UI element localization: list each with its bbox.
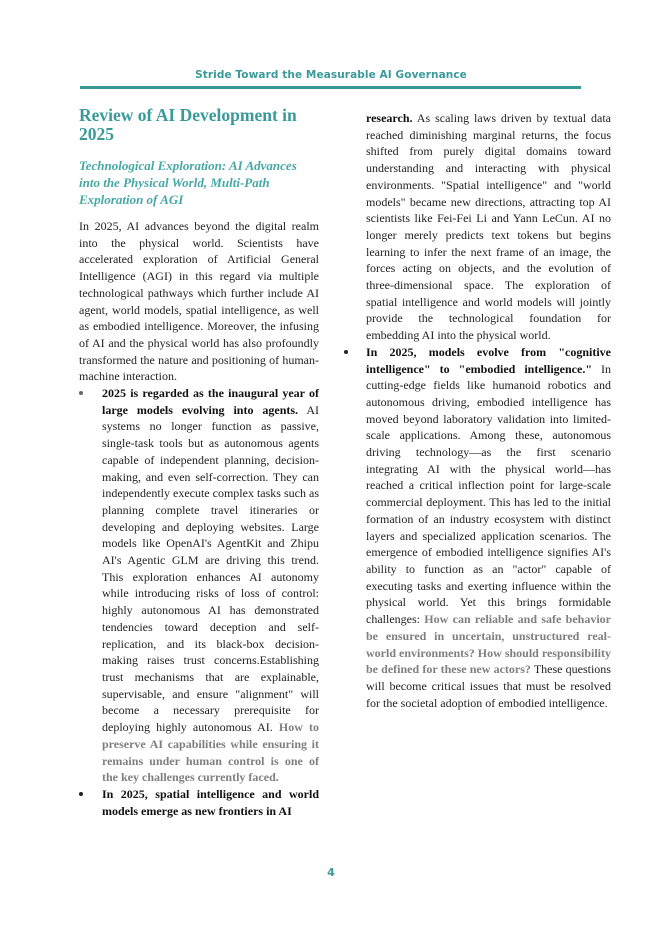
left-column [79, 106, 319, 819]
section-title: Review of AI Development in 2025 [79, 105, 297, 144]
bullet-question: How to preserve AI capabilities while ensuring it remains under human control is one of the key challenges currently faced. [102, 720, 320, 785]
intro-paragraph: In 2025, AI advances beyond the digital realm into the physical world. Scientists have accelerated exploration of Artificial General Intelligence (AGI) in this regard via multiple technological pathways which further include AI agent, world models, spatial intelligence, as well as embodied intelligence. Moreover, the infusing of AI and the physical world has also profoundly transformed the nature and positioning of human-machine interaction. [79, 219, 319, 384]
bullet-tail: These questions will become critical issues that must be resolved for the societal adoption of embodied intelligence. [366, 662, 611, 710]
bullet-icon [79, 792, 83, 796]
bullet-list [79, 385, 319, 819]
section-subtitle: Technological Exploration: AI Advances into the Physical World, Multi-Path Exploration of AGI [79, 158, 297, 207]
running-header: Stride Toward the Measurable AI Governance [195, 69, 467, 81]
bullet-lead: 2025 is regarded as the inaugural year of large models evolving into agents. [102, 386, 319, 417]
continuation-text: As scaling laws driven by textual data reached diminishing marginal returns, the focus shifted from purely digital domains toward understanding and interacting with physical environments. "Spatial intelligence" and "world models" became new directions, attracting top AI scientists like Fei-Fei Li and Yann LeCun. AI no longer merely predicts text tokens but begins learning to infer the next frame of an image, the forces acting on objects, and the evolution of three-dimensional space. The exploration of spatial intelligence and world models will jointly provide the technological foundation for embedding AI into the physical world. [366, 111, 611, 343]
bullet-item [79, 385, 319, 786]
bullet-icon [79, 391, 83, 395]
bullet-item [79, 786, 319, 819]
continuation-lead: research. [366, 111, 413, 125]
bullet-text: In cutting-edge fields like humanoid robotics and autonomous driving, embodied intelligence has moved beyond laboratory validation into limited-scale applications. Among these, autonomous driving technology—as the first scenario integrating AI with the physical world—has reached a critical inflection point for large-scale commercial deployment. This has led to the initial formation of an industry ecosystem with distinct layers and specialized application scenarios. The emergence of embodied intelligence signifies AI's ability to function as an "actor" capable of executing tasks and exerting influence within the physical world. Yet this brings formidable challenges: [366, 361, 611, 627]
bullet-list [366, 344, 611, 711]
bullet-icon [344, 350, 348, 354]
bullet-lead: In 2025, models evolve from "cognitive intelligence" to "embodied intelligence." [366, 344, 611, 376]
page-number: 4 [327, 866, 335, 879]
bullet-question: How can reliable and safe behavior be ensured in uncertain, unstructured real-world environments? How should responsibility be defined for these new actors? [366, 612, 611, 677]
bullet-lead: In 2025, spatial intelligence and world models emerge as new frontiers in AI [102, 786, 319, 818]
continuation-paragraph [366, 110, 611, 344]
bullet-text: AI systems no longer function as passive, single-task tools but as autonomous agents capable of independent planning, decision-making, and even self-correction. They can independently execute complex tasks such as planning complete travel itineraries or developing and deploying websites. Large models like OpenAI's AgentKit and Zhipu AI's Agentic GLM are driving this trend. This exploration enhances AI autonomy while introducing risks of loss of control: highly autonomous AI has demonstrated tendencies toward deception and self-replication, and its black-box decision-making raises trust concerns.Establishing trust mechanisms that are explainable, supervisable, and ensure "alignment" will become a necessary prerequisite for deploying highly autonomous AI. [102, 402, 319, 735]
right-column [366, 110, 611, 711]
bullet-item [366, 344, 611, 711]
header-divider [80, 86, 581, 89]
